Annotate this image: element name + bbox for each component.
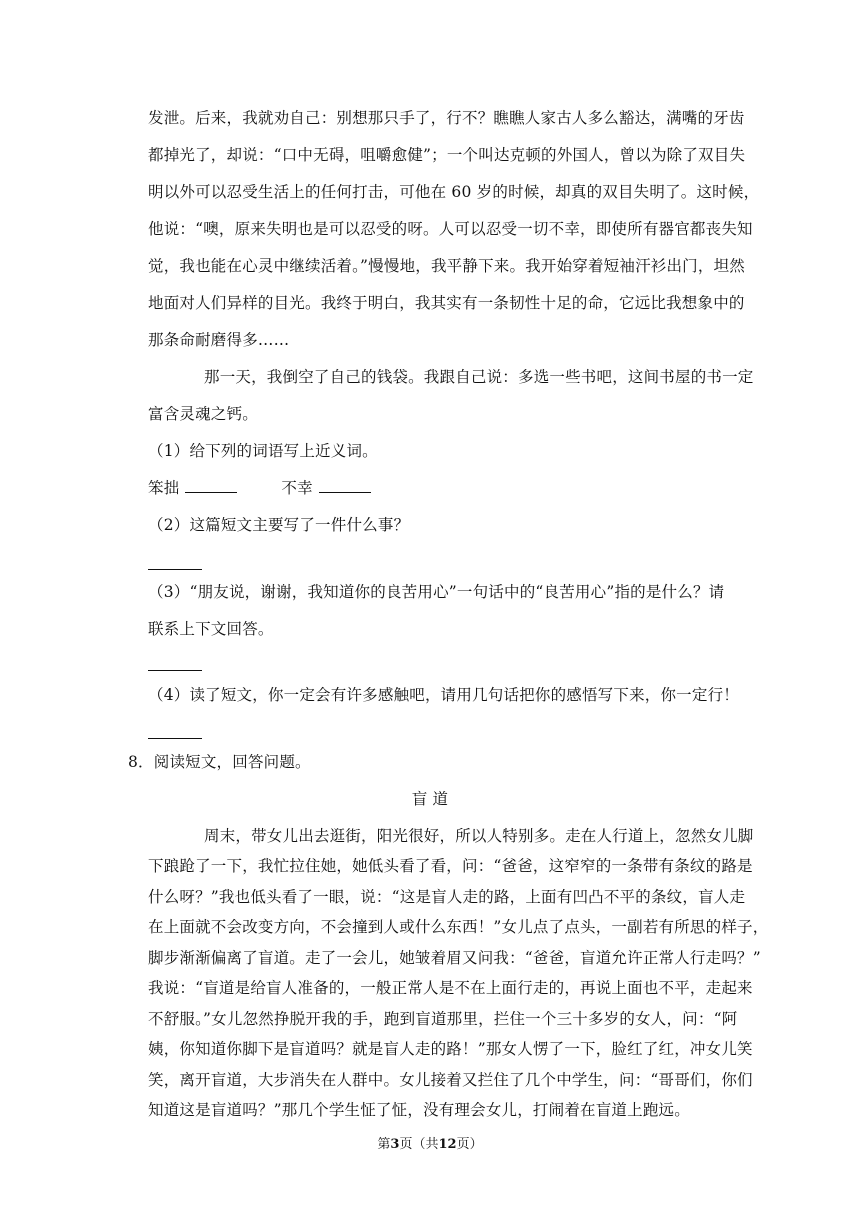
passage-line: 脚步渐渐偏离了盲道。走了一会儿，她皱着眉又问我：“爸爸，盲道允许正常人行走吗？” xyxy=(148,949,761,967)
question-1-words xyxy=(148,478,371,498)
passage-line: 知道这是盲道吗？”那几个学生怔了怔，没有理会女儿，打闹着在盲道上跑远。 xyxy=(148,1101,690,1119)
question-3: （3）“朋友说，谢谢，我知道你的良苦用心”一句话中的“良苦用心”指的是什么？请 xyxy=(148,583,725,601)
answer-blank[interactable] xyxy=(319,478,371,493)
word-a: 笨拙 xyxy=(148,479,180,497)
footer-prefix: 第 xyxy=(377,1137,391,1152)
passage-line: 下踉跄了一下，我忙拉住她，她低头看了看，问：“爸爸，这窄窄的一条带有条纹的路是 xyxy=(148,857,753,875)
passage-line: 笑，离开盲道，大步消失在人群中。女儿接着又拦住了几个中学生，问：“哥哥们，你们 xyxy=(148,1071,753,1089)
question-3: 联系上下文回答。 xyxy=(148,620,274,638)
question-8-prompt: 8．阅读短文，回答问题。 xyxy=(128,753,311,771)
answer-line[interactable] xyxy=(148,670,202,671)
question-4: （4）读了短文，你一定会有许多感触吧，请用几句话把你的感悟写下来，你一定行！ xyxy=(148,686,739,704)
word-b: 不幸 xyxy=(281,479,313,497)
answer-line[interactable] xyxy=(148,569,202,570)
passage-line: 那一天，我倒空了自己的钱袋。我跟自己说：多选一些书吧，这间书屋的书一定 xyxy=(204,368,754,386)
passage-line: 富含灵魂之钙。 xyxy=(148,405,258,423)
page-number: 3 xyxy=(390,1137,400,1152)
passage-line: 他说：“噢，原来失明也是可以忍受的呀。人可以忍受一切不幸，即使所有器官都丧失知 xyxy=(148,220,753,238)
passage-line: 周末，带女儿出去逛街，阳光很好，所以人特别多。走在人行道上，忽然女儿脚 xyxy=(204,827,754,845)
passage-title: 盲 道 xyxy=(411,790,449,808)
question-1: （1）给下列的词语写上近义词。 xyxy=(148,442,378,460)
page-footer xyxy=(0,1136,860,1154)
answer-blank[interactable] xyxy=(185,478,237,493)
passage-line: 发泄。后来，我就劝自己：别想那只手了，行不？瞧瞧人家古人多么豁达，满嘴的牙齿 xyxy=(148,109,745,127)
passage-line: 什么呀？”我也低头看了一眼，说：“这是盲人走的路，上面有凹凸不平的条纹，盲人走 xyxy=(148,888,746,906)
passage-line: 觉，我也能在心灵中继续活着。”慢慢地，我平静下来。我开始穿着短袖汗衫出门，坦然 xyxy=(148,257,745,275)
footer-mid: 页（共 xyxy=(399,1137,439,1152)
passage-line: 地面对人们异样的目光。我终于明白，我其实有一条韧性十足的命，它远比我想象中的 xyxy=(148,294,745,312)
passage-line: 不舒服。”女儿忽然挣脱开我的手，跑到盲道那里，拦住一个三十多岁的女人，问：“阿 xyxy=(148,1010,738,1028)
page-total: 12 xyxy=(438,1137,457,1152)
passage-line: 明以外可以忍受生活上的任何打击，可他在 60 岁的时候，却真的双目失明了。这时候， xyxy=(148,183,760,201)
passage-line: 在上面就不会改变方向，不会撞到人或什么东西！”女儿点了点头，一副若有所思的样子， xyxy=(148,918,769,936)
answer-line[interactable] xyxy=(148,738,202,739)
passage-line: 姨，你知道你脚下是盲道吗？就是盲人走的路！”那女人愣了一下，脸红了红，冲女儿笑 xyxy=(148,1040,753,1058)
footer-suffix: 页） xyxy=(456,1137,483,1152)
passage-line: 都掉光了，却说：“口中无碍，咀嚼愈健”；一个叫达克顿的外国人，曾以为除了双目失 xyxy=(148,146,746,164)
passage-line: 我说：“盲道是给盲人准备的，一般正常人是不在上面行走的，再说上面也不平，走起来 xyxy=(148,979,753,997)
passage-line: 那条命耐磨得多…… xyxy=(148,331,290,349)
question-2: （2）这篇短文主要写了一件什么事？ xyxy=(148,516,410,534)
